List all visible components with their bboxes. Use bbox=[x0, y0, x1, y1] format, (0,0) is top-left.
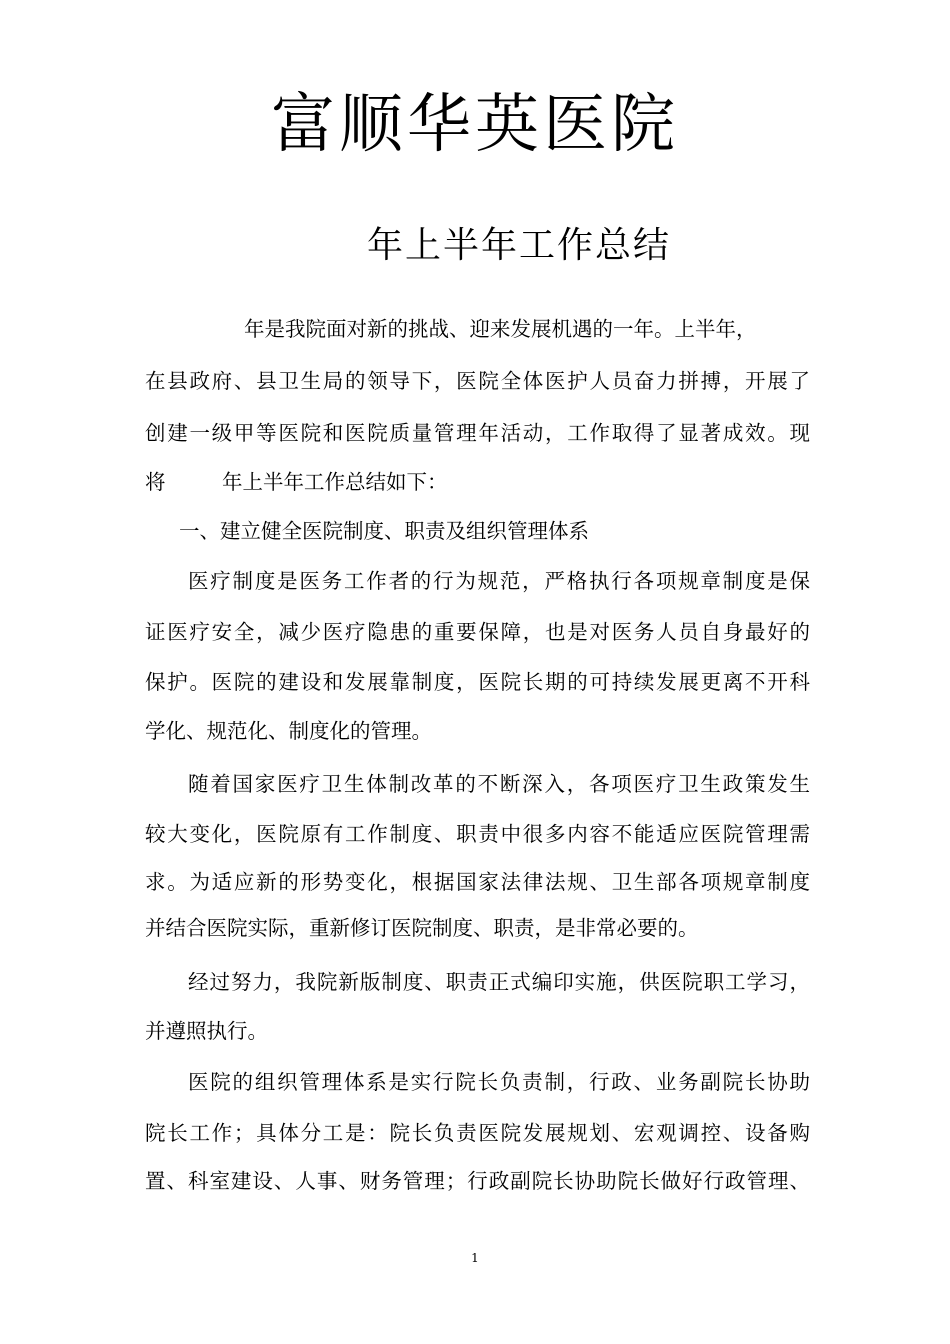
page-number: 1 bbox=[471, 1251, 479, 1265]
paragraph-1-line-4a: 将 bbox=[145, 470, 166, 494]
paragraph-4-line-2: 并遵照执行。 bbox=[145, 1019, 268, 1043]
document-title: 富顺华英医院 bbox=[271, 88, 679, 162]
paragraph-3-line-3: 求。为适应新的形势变化，根据国家法律法规、卫生部各项规章制度 bbox=[145, 870, 810, 894]
paragraph-1-line-4b: 年上半年工作总结如下： bbox=[222, 470, 448, 494]
paragraph-1-line-2: 在县政府、县卫生局的领导下，医院全体医护人员奋力拼搏，开展了 bbox=[145, 369, 810, 393]
paragraph-5-line-1: 医院的组织管理体系是实行院长负责制，行政、业务副院长协助 bbox=[188, 1070, 810, 1094]
paragraph-3-line-1: 随着国家医疗卫生体制改革的不断深入，各项医疗卫生政策发生 bbox=[188, 772, 810, 796]
paragraph-5-line-3: 置、科室建设、人事、财务管理；行政副院长协助院长做好行政管理、 bbox=[145, 1169, 810, 1193]
section-heading-1: 一、建立健全医院制度、职责及组织管理体系 bbox=[179, 519, 589, 543]
paragraph-5-line-2: 院长工作；具体分工是：院长负责医院发展规划、宏观调控、设备购 bbox=[145, 1121, 810, 1145]
paragraph-3-line-2: 较大变化，医院原有工作制度、职责中很多内容不能适应医院管理需 bbox=[145, 822, 810, 846]
paragraph-4-line-1: 经过努力，我院新版制度、职责正式编印实施，供医院职工学习， bbox=[188, 970, 810, 994]
document-subtitle: 年上半年工作总结 bbox=[367, 225, 672, 266]
paragraph-2-line-1: 医疗制度是医务工作者的行为规范，严格执行各项规章制度是保 bbox=[188, 569, 810, 593]
paragraph-2-line-4: 学化、规范化、制度化的管理。 bbox=[145, 719, 432, 743]
paragraph-1-line-1: 年是我院面对新的挑战、迎来发展机遇的一年。上半年， bbox=[244, 317, 757, 341]
paragraph-1-line-3: 创建一级甲等医院和医院质量管理年活动，工作取得了显著成效。现 bbox=[145, 421, 810, 445]
paragraph-2-line-2: 证医疗安全，减少医疗隐患的重要保障，也是对医务人员自身最好的 bbox=[145, 620, 810, 644]
paragraph-2-line-3: 保护。医院的建设和发展靠制度，医院长期的可持续发展更离不开科 bbox=[145, 670, 810, 694]
paragraph-3-line-4: 并结合医院实际，重新修订医院制度、职责，是非常必要的。 bbox=[145, 916, 699, 940]
